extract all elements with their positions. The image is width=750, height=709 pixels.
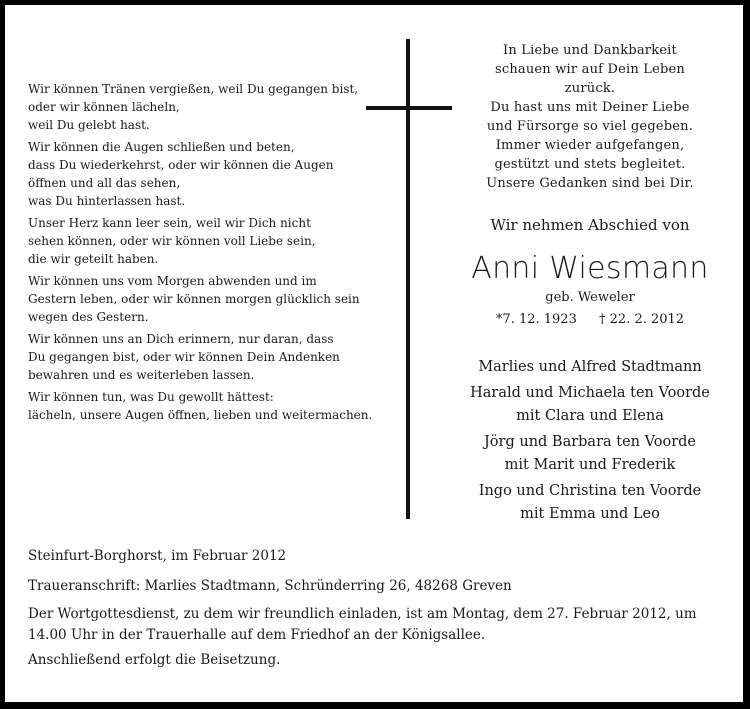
birth-date: *7. 12. 1923 bbox=[495, 312, 577, 327]
poem-line: was Du hinterlassen hast. bbox=[28, 194, 186, 208]
farewell-text: Wir nehmen Abschied von bbox=[490, 216, 690, 234]
motto bbox=[445, 41, 735, 193]
motto-line: zurück. bbox=[564, 81, 616, 96]
family-list bbox=[445, 356, 735, 529]
poem-line: sehen können, oder wir können voll Liebe sein, bbox=[28, 234, 316, 248]
life-dates bbox=[445, 310, 735, 330]
family-group bbox=[445, 480, 735, 526]
birth-name: geb. Weweler bbox=[545, 290, 635, 305]
family-line: mit Marit und Frederik bbox=[504, 457, 676, 473]
poem-line: Du gegangen bist, oder wir können Dein Andenken bbox=[28, 350, 340, 364]
motto-line: Immer wieder aufgefangen, bbox=[495, 138, 685, 153]
poem-line: öffnen und all das sehen, bbox=[28, 176, 181, 190]
poem-line: lächeln, unsere Augen öffnen, lieben und weitermachen. bbox=[28, 408, 373, 422]
poem-line: Wir können uns an Dich erinnern, nur daran, dass bbox=[28, 332, 334, 346]
poem-line: Gestern leben, oder wir können morgen glücklich sein bbox=[28, 292, 360, 306]
family-line: Jörg und Barbara ten Voorde bbox=[483, 434, 697, 450]
poem-line: oder wir können lächeln, bbox=[28, 100, 180, 114]
deceased-name: Anni Wiesmann bbox=[471, 251, 709, 286]
poem-stanza bbox=[28, 388, 378, 424]
motto-line: schauen wir auf Dein Leben bbox=[494, 62, 686, 77]
poem-line: Wir können tun, was Du gewollt hättest: bbox=[28, 390, 274, 404]
motto-line: gestützt und stets begleitet. bbox=[494, 157, 686, 172]
poem-line: wegen des Gestern. bbox=[28, 310, 149, 324]
poem-stanza bbox=[28, 330, 378, 384]
poem-stanza bbox=[28, 214, 378, 268]
poem-stanza bbox=[28, 80, 378, 134]
poem-line: Unser Herz kann leer sein, weil wir Dich nicht bbox=[28, 216, 311, 230]
family-group bbox=[445, 356, 735, 379]
motto-line: In Liebe und Dankbarkeit bbox=[503, 43, 677, 58]
family-line: mit Emma und Leo bbox=[520, 506, 660, 522]
motto-line: Du hast uns mit Deiner Liebe bbox=[490, 100, 690, 115]
poem-line: bewahren und es weiterleben lassen. bbox=[28, 368, 255, 382]
mourning-address: Traueranschrift: Marlies Stadtmann, Schründerring 26, 48268 Greven bbox=[28, 578, 512, 594]
burial-info: Anschließend erfolgt die Beisetzung. bbox=[28, 652, 281, 668]
poem-line: Wir können uns vom Morgen abwenden und im bbox=[28, 274, 317, 288]
death-date: † 22. 2. 2012 bbox=[599, 312, 685, 327]
poem-line: die wir geteilt haben. bbox=[28, 252, 159, 266]
obituary-notice bbox=[5, 5, 743, 702]
motto-line: Unsere Gedanken sind bei Dir. bbox=[486, 176, 694, 191]
family-line: mit Clara und Elena bbox=[516, 408, 664, 424]
cross-icon bbox=[406, 39, 410, 519]
poem-line: Wir können die Augen schließen und beten, bbox=[28, 140, 295, 154]
poem-line: Wir können Tränen vergießen, weil Du gegangen bist, bbox=[28, 82, 359, 96]
poem bbox=[28, 80, 378, 428]
family-group bbox=[445, 382, 735, 428]
family-line: Harald und Michaela ten Voorde bbox=[470, 385, 710, 401]
poem-stanza bbox=[28, 138, 378, 210]
family-line: Ingo und Christina ten Voorde bbox=[478, 483, 702, 499]
poem-line: dass Du wiederkehrst, oder wir können die Augen bbox=[28, 158, 334, 172]
motto-line: und Fürsorge so viel gegeben. bbox=[486, 119, 694, 134]
family-group bbox=[445, 431, 735, 477]
family-line: Marlies und Alfred Stadtmann bbox=[478, 359, 702, 375]
cross-icon-crossbar bbox=[366, 106, 452, 110]
place-date: Steinfurt-Borghorst, im Februar 2012 bbox=[28, 548, 287, 564]
poem-stanza bbox=[28, 272, 378, 326]
service-info: Der Wortgottesdienst, zu dem wir freundlich einladen, ist am Montag, dem 27. Februar 2012, um 14.00 Uhr in der Trauerhalle auf dem Friedhof an der Königsallee. bbox=[28, 606, 697, 643]
poem-line: weil Du gelebt hast. bbox=[28, 118, 150, 132]
